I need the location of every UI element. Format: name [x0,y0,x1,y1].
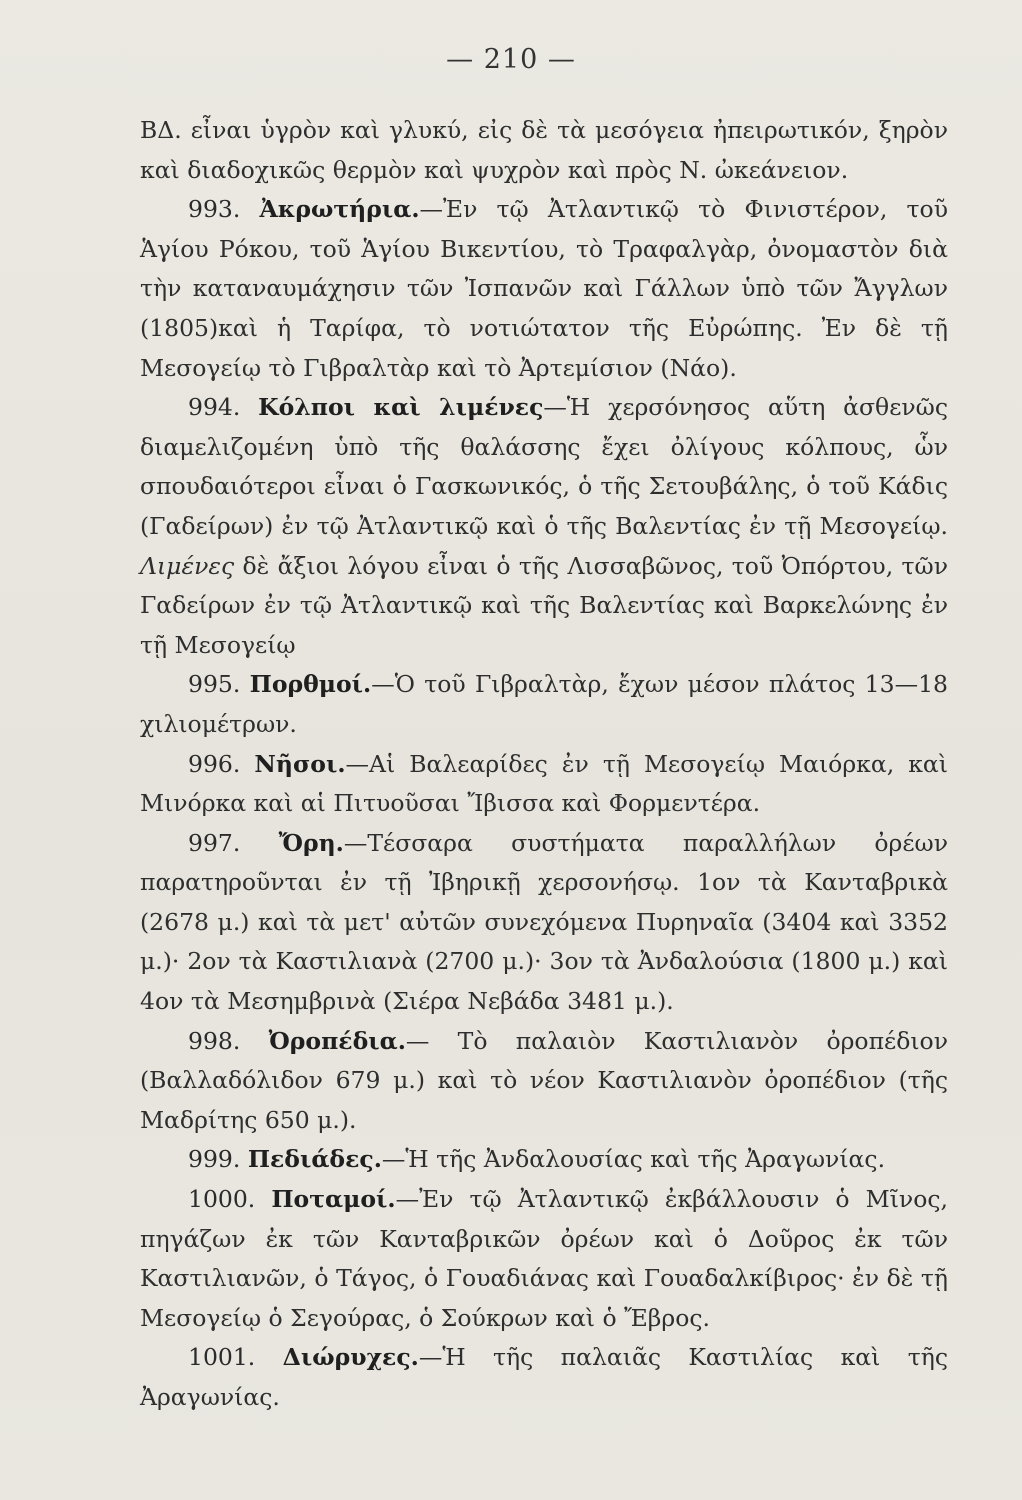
paragraph-text: —Ἐν τῷ Ἀτλαντικῷ τὸ Φινιστέρον, τοῦ Ἁγίου Ρόκου, τοῦ Ἁγίου Βικεντίου, τὸ Τραφαλγὰρ, ὀνομαστὸν διὰ τὴν καταναυμάχησιν τῶν Ἰσπανῶν καὶ Γάλλων ὑπὸ τῶν Ἄγγλων (1805)καὶ ἡ Ταρίφα, τὸ νοτιώτατον τῆς Εὐρώπης. Ἐν δὲ τῇ Μεσογείῳ τὸ Γιβραλτὰρ καὶ τὸ Ἀρτεμίσιον (Νάο). [140,195,948,382]
paragraph-994 [140,388,948,665]
paragraph-text: —Ὁ τοῦ Γιβραλτὰρ, ἔχων μέσον πλάτος 13—18 χιλιομέτρων. [140,670,948,738]
page-number: — 210 — [446,44,576,75]
paragraph-number: 994. [188,393,241,422]
paragraph-number: 999. [188,1145,241,1174]
paragraph-number: 996. [188,749,241,778]
paragraph-text: —Ἡ χερσόνησος αὕτη ἀσθενῶς διαμελιζομένη ὑπὸ τῆς θαλάσσης ἔχει ὀλίγους κόλπους, ὧν σπουδαιότεροι εἶναι ὁ Γασκωνικός, ὁ τῆς Σετουβάλης, ὁ τοῦ Κάδις (Γαδείρων) ἐν τῷ Ἀτλαντικῷ καὶ ὁ τῆς Βαλεντίας ἐν τῇ Μεσογείῳ. [140,393,948,540]
paragraph-1000 [140,1180,948,1338]
section-heading: Ἀκρωτήρια. [259,195,420,224]
paragraph-number: 998. [188,1026,241,1055]
section-heading: Ὀροπέδια. [268,1026,406,1055]
paragraph-number: 997. [188,828,241,857]
italic-term: Λιμένες [140,551,235,580]
paragraph-number: 1000. [188,1185,256,1214]
paragraph-number: 993. [188,195,241,224]
section-heading: Διώρυχες. [282,1343,419,1372]
section-heading: Ποταμοί. [271,1185,396,1214]
paragraph-996 [140,745,948,824]
paragraph-1001 [140,1338,948,1417]
section-heading: Πορθμοί. [249,670,372,699]
paragraph-text-continued: δὲ ἄξιοι λόγου εἶναι ὁ τῆς Λισσαβῶνος, τοῦ Ὀπόρτου, τῶν Γαδείρων ἐν τῷ Ἀτλαντικῷ καὶ τῆς Βαλεντίας καὶ Βαρκελώνης ἐν τῇ Μεσογείῳ [140,551,948,659]
paragraph-number: 1001. [188,1343,256,1372]
section-heading: Νῆσοι. [254,749,346,778]
section-heading: Πεδιάδες. [247,1145,382,1174]
paragraph-text: —Ἡ τῆς παλαιᾶς Καστιλίας καὶ τῆς Ἀραγωνίας. [140,1343,948,1411]
section-heading: Κόλποι καὶ λιμένες [258,393,544,422]
paragraph-text: —Αἱ Βαλεαρίδες ἐν τῇ Μεσογείῳ Μαιόρκα, καὶ Μινόρκα καὶ αἱ Πιτυοῦσαι Ἴβισσα καὶ Φορμεντέρα. [140,749,948,818]
paragraph-text: —Ἡ τῆς Ἀνδαλουσίας καὶ τῆς Ἀραγωνίας. [381,1145,886,1174]
paragraph-text: —Ἐν τῷ Ἀτλαντικῷ ἐκβάλλουσιν ὁ Μῖνος, πηγάζων ἐκ τῶν Κανταβρικῶν ὀρέων καὶ ὁ Δοῦρος ἐκ τῶν Καστιλιανῶν, ὁ Τάγος, ὁ Γουαδιάνας καὶ Γουαδαλκίβιρος· ἐν δὲ τῇ Μεσογείῳ ὁ Σεγούρας, ὁ Σούκρων καὶ ὁ Ἔβρος. [140,1185,948,1332]
section-heading: Ὄρη. [278,828,344,857]
paragraph-999 [140,1140,948,1180]
paragraph-number: 995. [188,670,241,699]
paragraph-995 [140,665,948,744]
paragraph-text: ΒΔ. εἶναι ὑγρὸν καὶ γλυκύ, εἰς δὲ τὰ μεσόγεια ἠπειρωτικόν, ξηρὸν καὶ διαδοχικῶς θερμὸν καὶ ψυχρὸν καὶ πρὸς Ν. ὠκεάνειον. [140,116,948,184]
paragraph-text: — Τὸ παλαιὸν Καστιλιανὸν ὀροπέδιον (Βαλλαδόλιδον 679 μ.) καὶ τὸ νέον Καστιλιανὸν ὀροπέδιον (τῆς Μαδρίτης 650 μ.). [140,1026,948,1134]
paragraph-continuation [140,111,948,190]
paragraph-text: —Τέσσαρα συστήματα παραλλήλων ὀρέων παρατηροῦνται ἐν τῇ Ἰβηρικῇ χερσονήσῳ. 1ον τὰ Κανταβρικὰ (2678 μ.) καὶ τὰ μετ' αὐτῶν συνεχόμενα Πυρηναῖα (3404 καὶ 3352 μ.)· 2ον τὰ Καστιλιανὰ (2700 μ.)· 3ον τὰ Ἀνδαλούσια (1800 μ.) καὶ 4ον τὰ Μεσημβρινὰ (Σιέρα Νεβάδα 3481 μ.). [140,828,948,1016]
paragraph-997 [140,824,948,1022]
paragraph-993 [140,190,948,388]
paragraph-998 [140,1022,948,1141]
page-body [140,111,948,1418]
